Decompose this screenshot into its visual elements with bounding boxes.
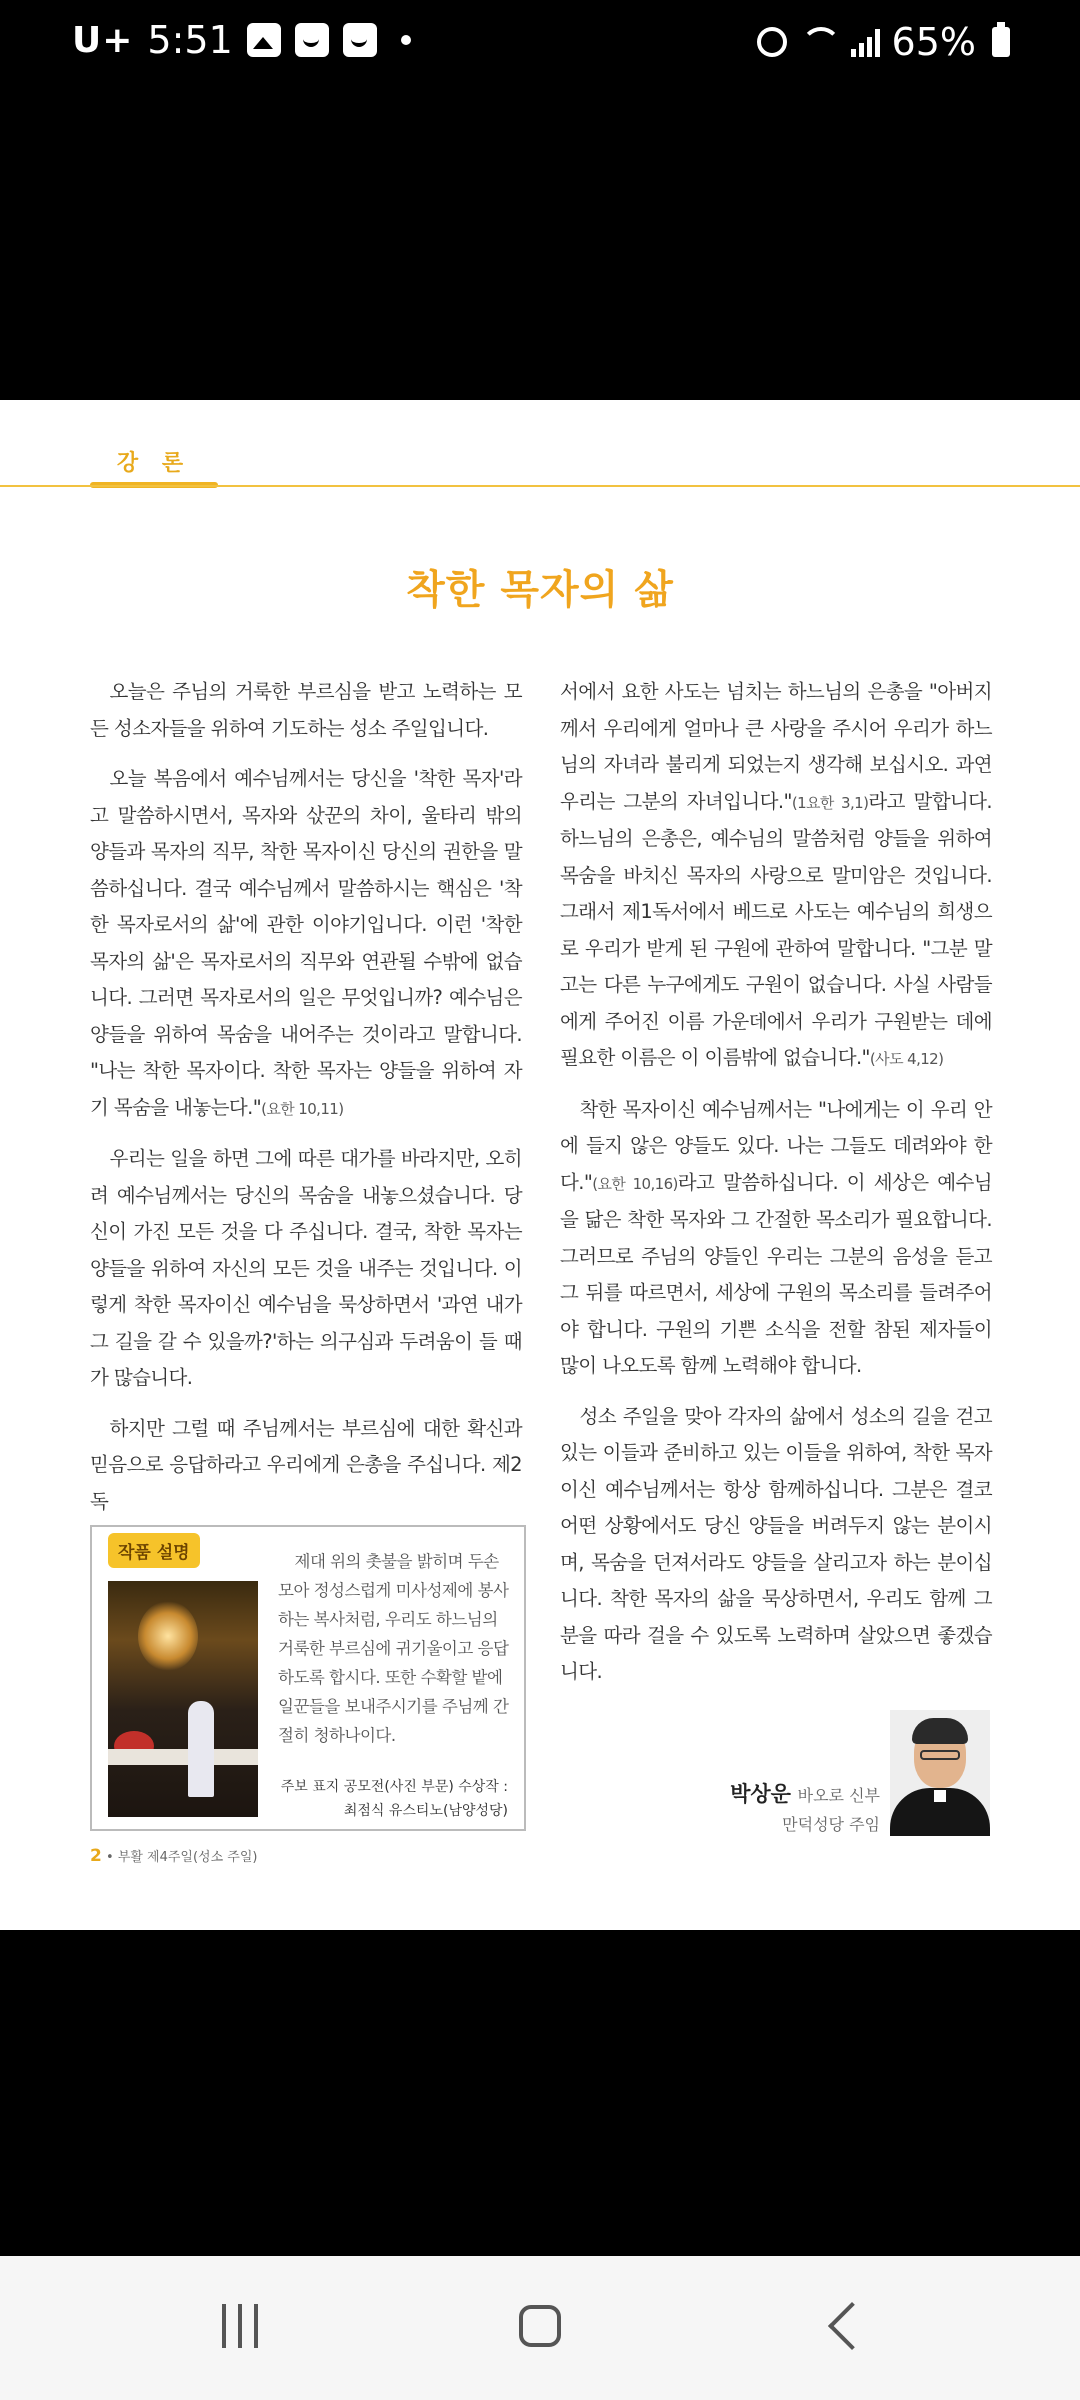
author-hair [912, 1718, 968, 1744]
author-title: 바오로 신부 [797, 1786, 880, 1805]
author-parish: 만덕성당 주임 [782, 1815, 880, 1834]
status-bar [0, 0, 1080, 90]
back-icon [828, 2302, 876, 2350]
section-label: 강 론 [116, 451, 192, 476]
recent-apps-icon [222, 2304, 258, 2348]
back-button[interactable] [820, 2296, 870, 2356]
gallery-notification-icon [247, 23, 281, 57]
paragraph: 하지만 그럴 때 주님께서는 부르심에 대한 확신과 믿음으로 응답하라고 우리에게 은총을 주십니다. 제2독 [90, 1416, 522, 1513]
battery-percent: 65% [891, 20, 976, 64]
clock: 5:51 [147, 18, 233, 62]
scripture-reference: (요한 10,11) [261, 1099, 344, 1118]
author-collar [934, 1790, 946, 1802]
app-notification-icon-2 [343, 23, 377, 57]
paragraph-text: 서에서 요한 사도는 넘치는 하느님의 은총을 "아버지께서 우리에게 얼마나 큰 사랑을 주시어 우리가 하느님의 자녀라 불리게 되었는지 생각해 보십시오. 과연 우리는 그분의 자녀입니다." [560, 680, 992, 813]
author-glasses [920, 1750, 960, 1760]
scripture-reference: (1요한 3,1) [791, 793, 869, 812]
paragraph: 오늘은 주님의 거룩한 부르심을 받고 노력하는 모든 성소자들을 위하여 기도하는 성소 주일입니다. [90, 680, 522, 740]
status-bar-left [72, 18, 411, 62]
home-icon [519, 2305, 561, 2347]
wifi-icon [799, 27, 839, 57]
paragraph [560, 1092, 992, 1385]
photo-description-label: 작품 설명 [108, 1533, 200, 1568]
carrier-label: U+ [72, 19, 134, 61]
more-notifications-dot-icon [401, 35, 411, 45]
scripture-reference: (사도 4,12) [869, 1050, 944, 1068]
battery-icon [992, 27, 1010, 57]
cover-photo [108, 1581, 258, 1817]
page-title: 착한 목자의 삶 [406, 567, 674, 613]
author-name [730, 1778, 880, 1808]
paragraph-text: 오늘 복음에서 예수님께서는 당신을 '착한 목자'라고 말씀하시면서, 목자와 삯꾼의 차이, 울타리 밖의 양들과 목자의 직무, 착한 목자이신 당신의 권한을 말씀하십니다. 결국 예수님께서 말씀하시는 핵심은 '착한 목자로서의 삶'에 관한 이야기입니다. 이런 '착한 목자의 삶'은 목자로서의 직무와 연관될 수밖에 없습니다. 그러면 목자로서의 일은 무엇입니까? 예수님은 양들을 위하여 목숨을 내어주는 것이라고 말합니다. "나는 착한 목자이다. 착한 목자는 양들을 위하여 자기 목숨을 내놓는다." [90, 767, 522, 1119]
photo-credit [281, 1775, 508, 1823]
author-photo [890, 1710, 990, 1836]
section-divider [0, 485, 1080, 487]
paragraph: 성소 주일을 맞아 각자의 삶에서 성소의 길을 걷고 있는 이들과 준비하고 있는 이들을 위하여, 착한 목자이신 예수님께서는 항상 함께하십니다. 그분은 결코 어떤 상황에서도 당신 양들을 버려두지 않는 분이시며, 목숨을 던져서라도 양들을 살리고자 하는 분이십니다. 착한 목자의 삶을 묵상하면서, 우리도 함께 그분을 따라 걸을 수 있도록 노력하며 살았으면 좋겠습니다. [560, 1404, 992, 1683]
page-footer [90, 1846, 258, 1866]
photo-credit-line1: 주보 표지 공모전(사진 부문) 수상작 : [280, 1779, 508, 1795]
candle-light [138, 1601, 198, 1671]
page-number: 2 [90, 1846, 102, 1866]
footer-text: • 부활 제4주일(성소 주일) [105, 1850, 258, 1865]
alarm-icon [757, 27, 787, 57]
photo-description-box [90, 1525, 526, 1831]
scripture-reference: (요한 10,16) [592, 1174, 678, 1193]
home-button[interactable] [515, 2296, 565, 2356]
paragraph: 우리는 일을 하면 그에 따른 대가를 바라지만, 오히려 예수님께서는 당신의 목숨을 내놓으셨습니다. 당신이 가진 모든 것을 다 주십니다. 결국, 착한 목자는 양들을 위하여 자신의 모든 것을 내주는 것입니다. 이렇게 착한 목자이신 예수님을 묵상하면서 '과연 내가 그 길을 갈 수 있을까?'하는 의구심과 두려움이 들 때가 많습니다. [90, 1147, 522, 1389]
photo-credit-line2: 최점식 유스티노(남양성당) [343, 1803, 508, 1819]
document-page[interactable] [0, 400, 1080, 1930]
author-name-text: 박상운 [730, 1782, 791, 1806]
app-notification-icon [295, 23, 329, 57]
paragraph-text: 착한 목자이신 예수님께서는 "나에게는 이 우리 안에 들지 않은 양들도 있다. 나는 그들도 데려와야 한다." [560, 1097, 992, 1194]
paragraph [560, 674, 992, 1078]
paragraph-text: 라고 말씀하십니다. 이 세상은 예수님을 닮은 착한 목자와 그 간절한 목소리가 필요합니다. 그러므로 주님의 양들인 우리는 그분의 음성을 듣고 그 뒤를 따르면서, 세상에 구원의 목소리를 들려주어야 합니다. 구원의 기쁜 소식을 전할 참된 제자들이 많이 나오도록 함께 노력해야 합니다. [560, 1170, 992, 1377]
altar-server-figure [188, 1701, 214, 1797]
paragraph-text: 라고 말합니다. 하느님의 은총은, 예수님의 말씀처럼 양들을 위하여 목숨을 바치신 목자의 사랑으로 말미암은 것입니다. 그래서 제1독서에서 베드로 사도는 예수님의 희생으로 우리가 받게 된 구원에 관하여 말합니다. "그분 말고는 다른 누구에게도 구원이 없습니다. 사실 사람들에게 주어진 이름 가운데에서 우리가 구원받는 데에 필요한 이름은 이 이름밖에 없습니다." [560, 789, 992, 1069]
photo-description-text: 제대 위의 촛불을 밝히며 두손 모아 정성스럽게 미사성제에 봉사하는 복사처럼, 우리도 하느님의 거룩한 부르심에 귀기울이고 응답하도록 합시다. 또한 수확할 밭에 일꾼들을 보내주시기를 주님께 간절히 청하나이다. [278, 1552, 509, 1745]
status-bar-right [757, 20, 1010, 64]
left-column [90, 674, 522, 1534]
recent-apps-button[interactable] [210, 2296, 270, 2356]
altar-table [108, 1749, 258, 1765]
navigation-bar [0, 2256, 1080, 2400]
paragraph [90, 761, 522, 1127]
right-column [560, 674, 992, 1705]
signal-icon [851, 27, 880, 57]
